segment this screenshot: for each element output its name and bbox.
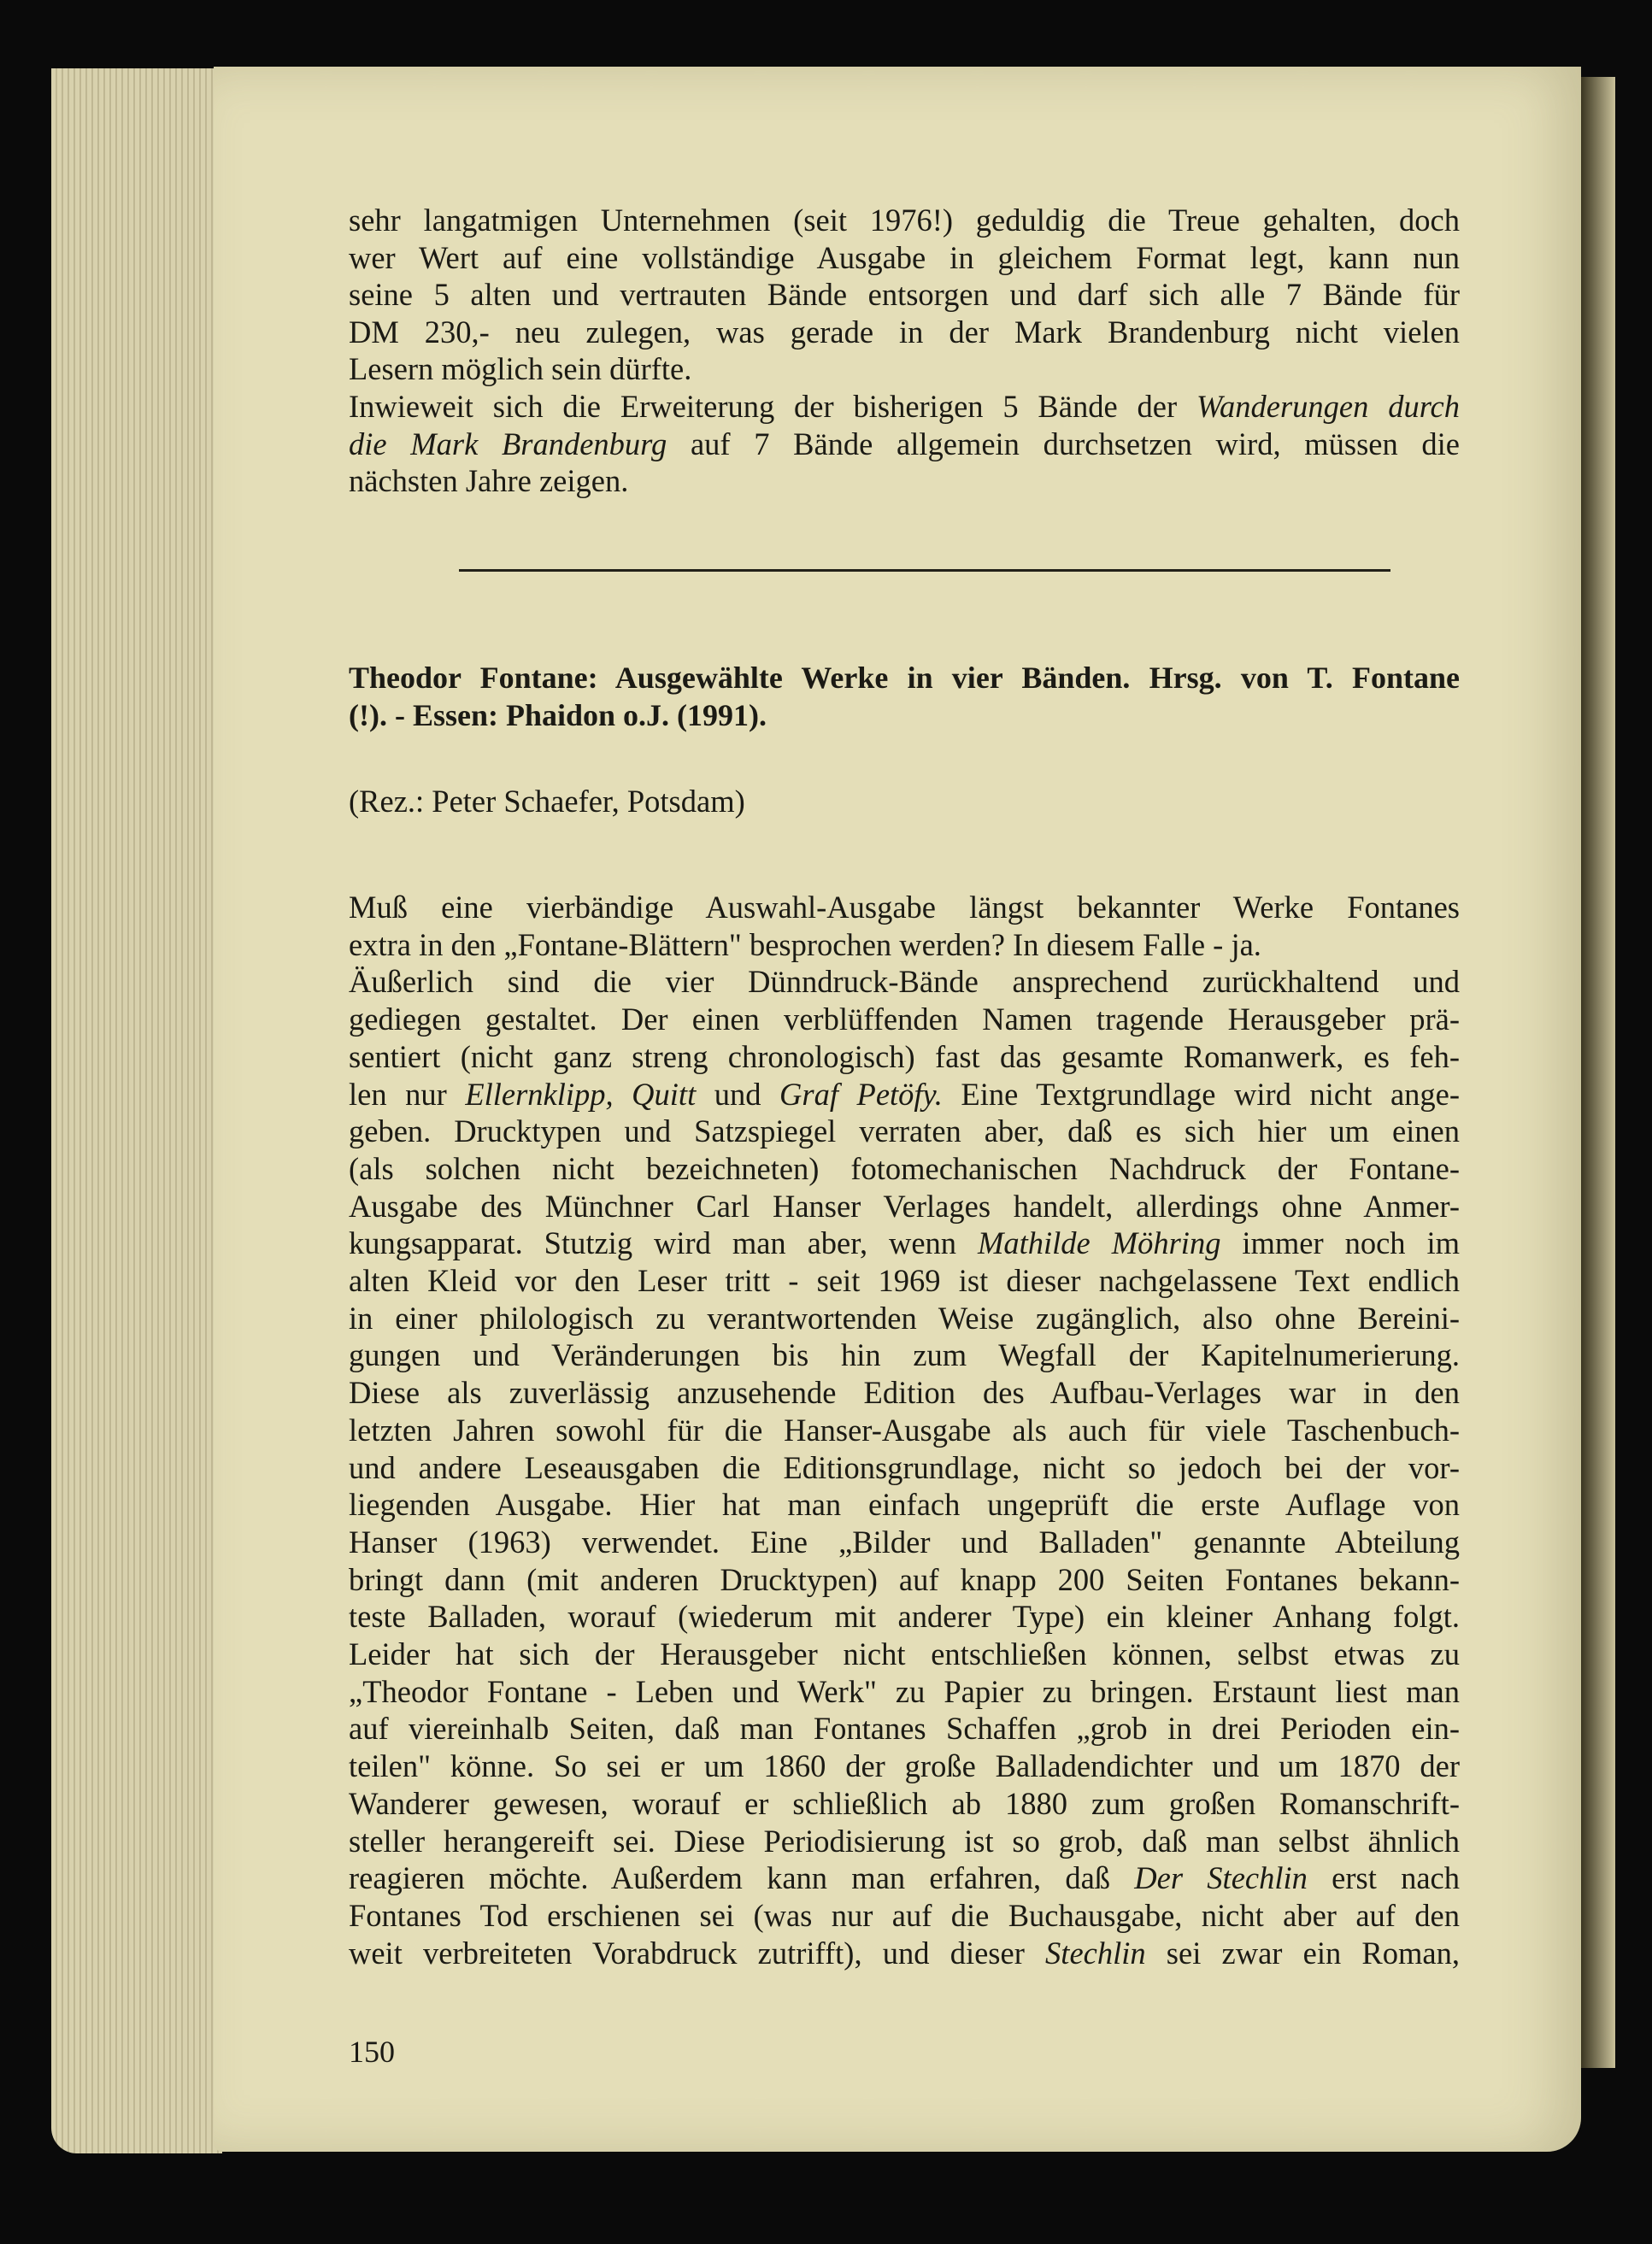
text-line: Muß eine vierbändige Auswahl-Ausgabe längst bekannter Werke Fontanes bbox=[349, 890, 1460, 925]
section-divider bbox=[459, 569, 1390, 572]
text-line: Leider hat sich der Herausgeber nicht entschließen können, selbst etwas zu bbox=[349, 1636, 1460, 1672]
review-body bbox=[349, 889, 1460, 1971]
top-text bbox=[349, 202, 1460, 500]
text-line: die Mark Brandenburg auf 7 Bände allgemein durchsetzen wird, müssen die bbox=[349, 426, 1460, 461]
page-number: 150 bbox=[349, 2035, 395, 2069]
text-line: geben. Drucktypen und Satzspiegel verraten aber, daß es sich hier um einen bbox=[349, 1113, 1460, 1149]
text-line: weit verbreiteten Vorabdruck zutrifft), und dieser Stechlin sei zwar ein Roman, bbox=[349, 1935, 1460, 1971]
text-line: gediegen gestaltet. Der einen verblüffenden Namen tragende Herausgeber prä- bbox=[349, 1002, 1460, 1037]
text-line: „Theodor Fontane - Leben und Werk" zu Papier zu bringen. Erstaunt liest man bbox=[349, 1673, 1460, 1709]
text-line: bringt dann (mit anderen Drucktypen) auf knapp 200 Seiten Fontanes bekann- bbox=[349, 1561, 1460, 1597]
paragraph-wanderungen bbox=[349, 388, 1460, 500]
text-line: nächsten Jahre zeigen. bbox=[349, 463, 629, 499]
paragraph-continuation bbox=[349, 202, 1460, 388]
text-line: extra in den „Fontane-Blättern" besprochen werden? In diesem Falle - ja. bbox=[349, 926, 1261, 962]
text-line: seine 5 alten und vertrauten Bände entsorgen und darf sich alle 7 Bände für bbox=[349, 277, 1460, 313]
text-line: Wanderer gewesen, worauf er schließlich ab 1880 zum großen Romanschrift- bbox=[349, 1785, 1460, 1821]
text-line: teste Balladen, worauf (wiederum mit anderer Type) ein kleiner Anhang folgt. bbox=[349, 1599, 1460, 1635]
text-line: Inwieweit sich die Erweiterung der bisherigen 5 Bände der Wanderungen durch bbox=[349, 388, 1460, 424]
text-line: sehr langatmigen Unternehmen (seit 1976!) geduldig die Treue gehalten, doch bbox=[349, 203, 1460, 238]
text-line: sentiert (nicht ganz streng chronologisch) fast das gesamte Romanwerk, es feh- bbox=[349, 1038, 1460, 1074]
text-line: len nur Ellernklipp, Quitt und Graf Petöfy. Eine Textgrundlage wird nicht ange- bbox=[349, 1076, 1460, 1112]
text-line: Hanser (1963) verwendet. Eine „Bilder und Balladen" genannte Abteilung bbox=[349, 1524, 1460, 1560]
text-line: letzten Jahren sowohl für die Hanser-Ausgabe als auch für viele Taschenbuch- bbox=[349, 1412, 1460, 1448]
text-line: auf viereinhalb Seiten, daß man Fontanes Schaffen „grob in drei Perioden ein- bbox=[349, 1711, 1460, 1747]
text-line: alten Kleid vor den Leser tritt - seit 1969 ist dieser nachgelassene Text endlich bbox=[349, 1263, 1460, 1299]
text-line: Fontanes Tod erschienen sei (was nur auf die Buchausgabe, nicht aber auf den bbox=[349, 1897, 1460, 1933]
text-line: Diese als zuverlässig anzusehende Edition des Aufbau-Verlages war in den bbox=[349, 1375, 1460, 1411]
text-line: reagieren möchte. Außerdem kann man erfahren, daß Der Stechlin erst nach bbox=[349, 1860, 1460, 1896]
text-line: Äußerlich sind die vier Dünndruck-Bände ansprechend zurückhaltend und bbox=[349, 964, 1460, 1000]
page-stack-edge bbox=[51, 68, 222, 2153]
text-line: Ausgabe des Münchner Carl Hanser Verlages handelt, allerdings ohne Anmer- bbox=[349, 1188, 1460, 1224]
text-line: wer Wert auf eine vollständige Ausgabe in gleichem Format legt, kann nun bbox=[349, 239, 1460, 275]
heading-line: Theodor Fontane: Ausgewählte Werke in vier Bänden. Hrsg. von T. Fontane bbox=[349, 661, 1460, 695]
text-line: (als solchen nicht bezeichneten) fotomechanischen Nachdruck der Fontane- bbox=[349, 1150, 1460, 1186]
text-line: Lesern möglich sein dürfte. bbox=[349, 351, 692, 387]
next-page-edge bbox=[1581, 77, 1615, 2068]
text-line: liegenden Ausgabe. Hier hat man einfach ungeprüft die erste Auflage von bbox=[349, 1487, 1460, 1523]
text-line: und andere Leseausgaben die Editionsgrundlage, nicht so jedoch bei der vor- bbox=[349, 1449, 1460, 1485]
text-line: DM 230,- neu zulegen, was gerade in der Mark Brandenburg nicht vielen bbox=[349, 314, 1460, 350]
text-line: in einer philologisch zu verantwortenden Weise zugänglich, also ohne Bereini- bbox=[349, 1300, 1460, 1336]
text-line: steller herangereift sei. Diese Periodisierung ist so grob, daß man selbst ähnlich bbox=[349, 1823, 1460, 1859]
reviewer-credit: (Rez.: Peter Schaefer, Potsdam) bbox=[349, 784, 745, 819]
text-line: gungen und Veränderungen bis hin zum Wegfall der Kapitelnumerierung. bbox=[349, 1337, 1460, 1373]
review-heading bbox=[349, 660, 1460, 734]
text-line: teilen" könne. So sei er um 1860 der große Balladendichter und um 1870 der bbox=[349, 1748, 1460, 1784]
heading-line: (!). - Essen: Phaidon o.J. (1991). bbox=[349, 697, 767, 732]
text-line: kungsapparat. Stutzig wird man aber, wenn Mathilde Möhring immer noch im bbox=[349, 1225, 1460, 1261]
